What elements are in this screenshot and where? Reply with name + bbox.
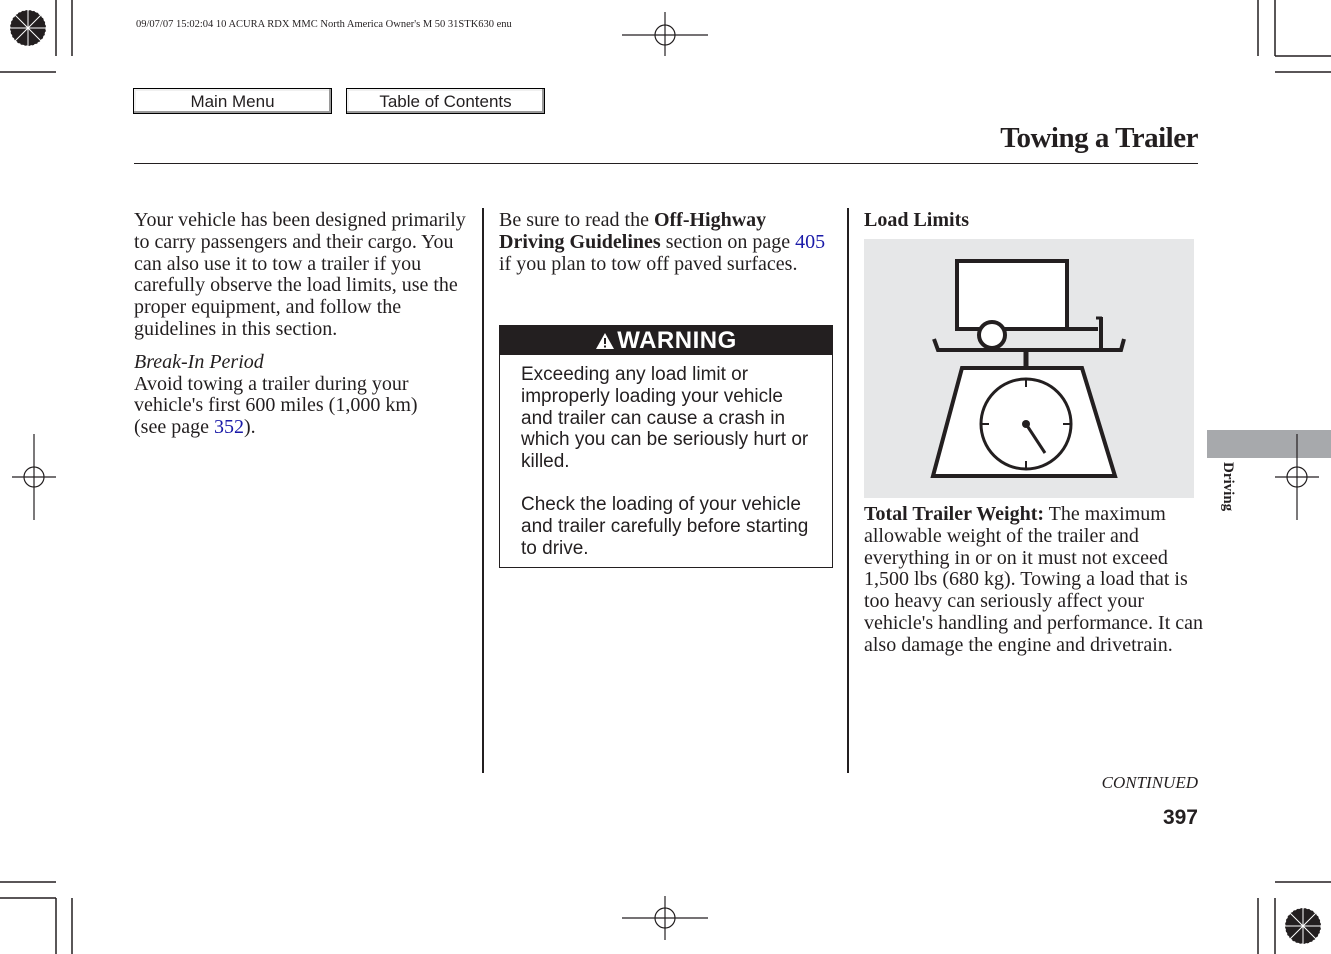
load-limits-heading: Load Limits	[864, 209, 970, 231]
total-trailer-weight-label: Total Trailer Weight:	[864, 503, 1045, 525]
main-menu-button[interactable]: Main Menu	[133, 88, 332, 114]
crosshair-icon	[12, 434, 56, 520]
crosshair-icon	[622, 896, 708, 940]
see-page-post: ).	[243, 416, 256, 439]
offroad-guidelines-bold: Off-Highway Driving Guidelines	[499, 209, 767, 253]
crosshair-icon	[622, 12, 708, 56]
warning-text-2: Check the loading of your vehicle and trailer carefully before starting to drive.	[521, 493, 809, 559]
registration-target-icon	[1285, 908, 1321, 944]
warning-label: WARNING	[617, 327, 737, 354]
page-link-352[interactable]: 352	[213, 416, 244, 439]
offroad-mid: section on page	[660, 230, 796, 253]
intro-paragraph: Your vehicle has been designed primarily to carry passengers and their cargo. You can also use it to tow a trailer if you carefully observe the load limits, use the proper equipment, and follow the guidelines in this section.	[134, 209, 466, 340]
offroad-pre: Be sure to read the	[499, 209, 654, 231]
print-info: 09/07/07 15:02:04 10 ACURA RDX MMC North America Owner's M 50 31STK630 enu	[136, 19, 512, 30]
continued-label: CONTINUED	[1101, 773, 1198, 792]
break-in-heading: Break-In Period	[134, 350, 264, 373]
offroad-post: if you plan to tow off paved surfaces.	[499, 252, 798, 275]
warning-text-1: Exceeding any load limit or improperly loading your vehicle and trailer can cause a crash in which you can be seriously hurt or killed.	[521, 364, 809, 473]
page-number: 397	[1162, 806, 1198, 829]
crosshair-icon	[1275, 434, 1319, 520]
registration-target-icon	[10, 10, 46, 46]
total-trailer-weight-body: The maximum allowable weight of the trailer and everything in or on it must not exceed 1,500 lbs (680 kg). Towing a load that is too heavy can seriously affect your vehicle's handling and performance. It can also damage the engine and drivetrain.	[864, 503, 1204, 656]
break-in-body: Avoid towing a trailer during your vehicle's first 600 miles (1,000 km)	[134, 372, 418, 417]
page-title: Towing a Trailer	[1000, 122, 1198, 154]
see-page-pre: (see page	[134, 416, 214, 439]
table-of-contents-button[interactable]: Table of Contents	[346, 88, 545, 114]
page-link-405[interactable]: 405	[795, 230, 826, 253]
section-tab-label: Driving	[1220, 462, 1236, 512]
